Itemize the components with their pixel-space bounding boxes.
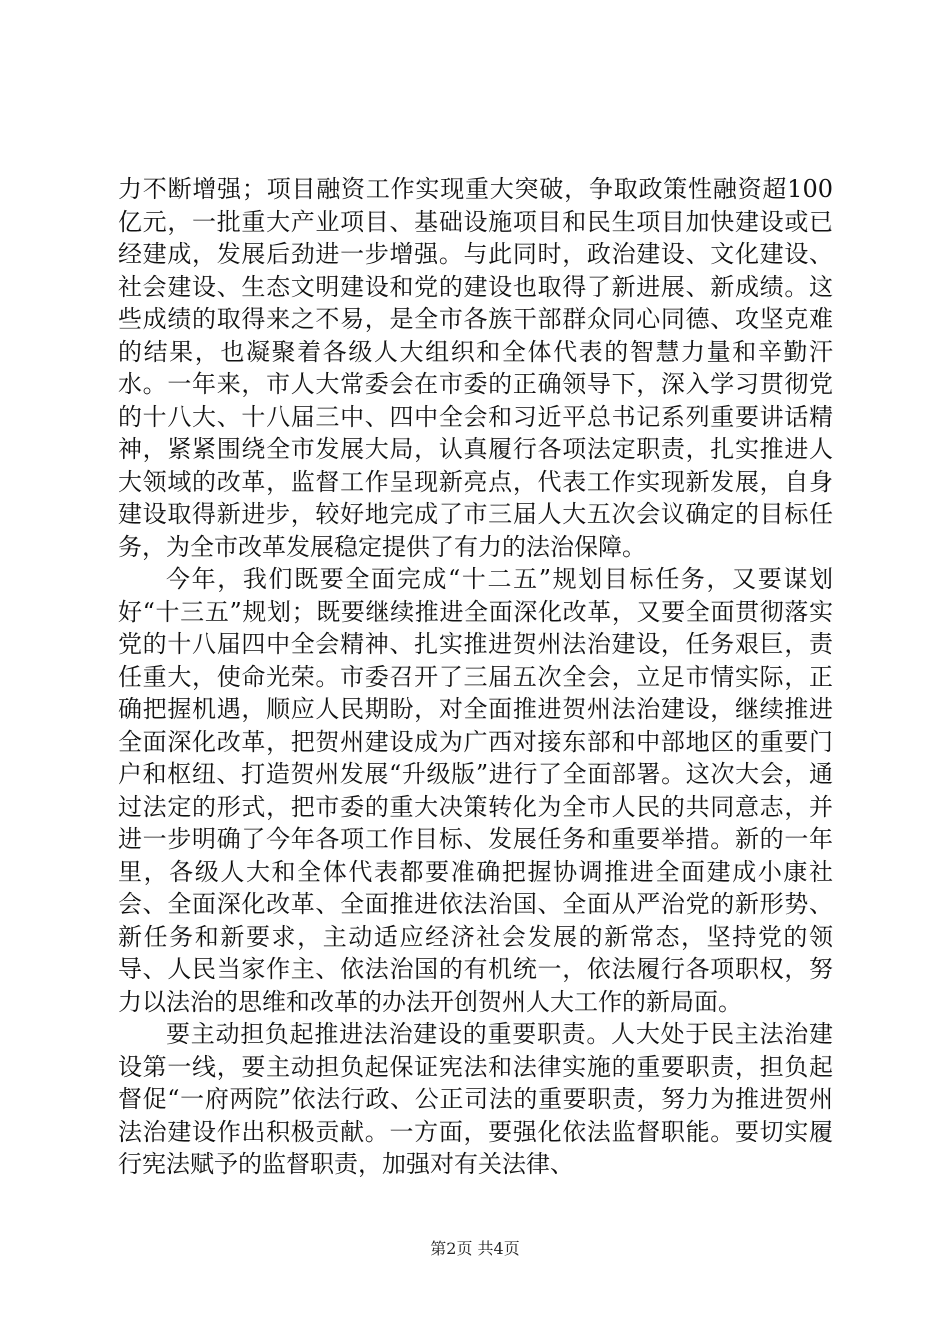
document-body	[118, 173, 833, 1181]
paragraph-1: 力不断增强；项目融资工作实现重大突破，争取政策性融资超100亿元，一批重大产业项目、基础设施项目和民生项目加快建设或已经建成，发展后劲进一步增强。与此同时，政治建设、文化建设、社会建设、生态文明建设和党的建设也取得了新进展、新成绩。这些成绩的取得来之不易，是全市各族干部群众同心同德、攻坚克难的结果，也凝聚着各级人大组织和全体代表的智慧力量和辛勤汗水。一年来，市人大常委会在市委的正确领导下，深入学习贯彻党的十八大、十八届三中、四中全会和习近平总书记系列重要讲话精神，紧紧围绕全市发展大局，认真履行各项法定职责，扎实推进人大领域的改革，监督工作呈现新亮点，代表工作实现新发展，自身建设取得新进步，较好地完成了市三届人大五次会议确定的目标任务，为全市改革发展稳定提供了有力的法治保障。	[118, 175, 833, 561]
paragraph-2: 今年，我们既要全面完成“十二五”规划目标任务，又要谋划好“十三五”规划；既要继续推进全面深化改革，又要全面贯彻落实党的十八届四中全会精神、扎实推进贺州法治建设，任务艰巨，责任重大，使命光荣。市委召开了三届五次全会，立足市情实际，正确把握机遇，顺应人民期盼，对全面推进贺州法治建设，继续推进全面深化改革，把贺州建设成为广西对接东部和中部地区的重要门户和枢纽、打造贺州发展“升级版”进行了全面部署。这次大会，通过法定的形式，把市委的重大决策转化为全市人民的共同意志，并进一步明确了今年各项工作目标、发展任务和重要举措。新的一年里，各级人大和全体代表都要准确把握协调推进全面建成小康社会、全面深化改革、全面推进依法治国、全面从严治党的新形势、新任务和新要求，主动适应经济社会发展的新常态，坚持党的领导、人民当家作主、依法治国的有机统一，依法履行各项职权，努力以法治的思维和改革的办法开创贺州人大工作的新局面。	[118, 565, 833, 1016]
page-footer	[0, 1236, 950, 1259]
paragraph-3: 要主动担负起推进法治建设的重要职责。人大处于民主法治建设第一线，要主动担负起保证宪法和法律实施的重要职责，担负起督促“一府两院”依法行政、公正司法的重要职责，努力为推进贺州法治建设作出积极贡献。一方面，要强化依法监督职能。要切实履行宪法赋予的监督职责，加强对有关法律、	[118, 1020, 833, 1178]
page-number-label: 第2页 共4页	[430, 1239, 520, 1258]
